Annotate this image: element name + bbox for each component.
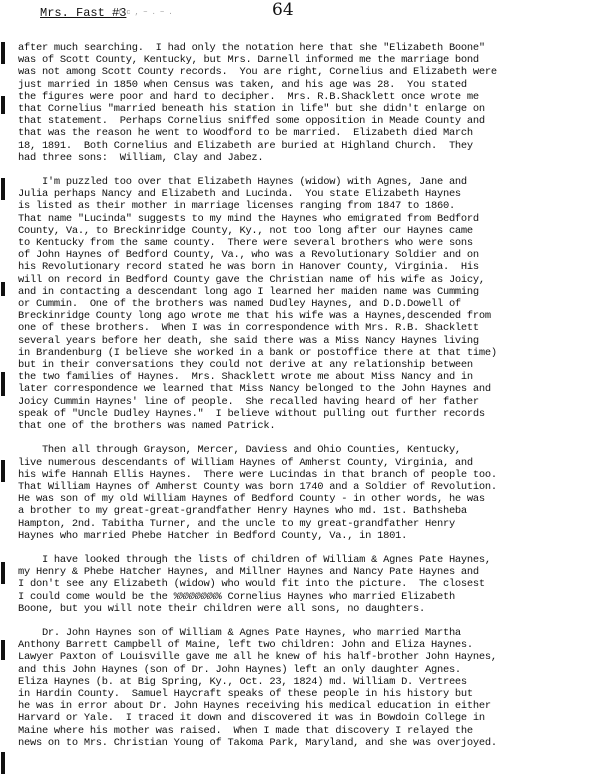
text-line: that was the reason he went to Woodford to be married. Elizabeth died March <box>18 127 473 140</box>
text-line: that statement. Perhaps Cornelius sniffed some opposition in Meade County and <box>18 115 485 128</box>
text-line: the figures were poor and hard to decipher. Mrs. R.B.Shacklett once wrote me <box>18 90 479 103</box>
text-line: Lawyer Paxton of Louisville gave me all he knew of his half-brother John Haynes, <box>18 651 497 664</box>
text-line: will on record in Bedford County gave the Christian name of his wife as Joicy, <box>18 273 485 286</box>
text-line: That William Haynes of Amherst County was born 1740 and a Soldier of Revolution. <box>18 480 497 493</box>
left-margin-mark <box>1 752 5 774</box>
text-line: to Kentucky from the same county. There were several brothers who were sons <box>18 237 473 250</box>
paragraph <box>18 42 608 164</box>
paragraph <box>18 554 608 615</box>
text-line: the two families of Haynes. Mrs. Shacklett wrote me about Miss Nancy and in <box>18 371 473 384</box>
text-line: news on to Mrs. Christian Young of Takoma Park, Maryland, and she was overjoyed. <box>18 736 497 749</box>
paragraph <box>18 176 608 432</box>
text-line: after much searching. I had only the notation here that she "Elizabeth Boone" <box>18 42 485 54</box>
text-line: Anthony Barrett Campbell of Maine, left two children: John and Eliza Haynes. <box>18 639 473 652</box>
text-line: just married in 1850 when Census was taken, and his age was 28. You stated <box>18 78 467 91</box>
letter-body <box>18 42 608 761</box>
text-line: Then all through Grayson, Mercer, Daviess and Ohio Counties, Kentucky, <box>18 444 461 457</box>
text-line: I could come would be the %%%%%%%% Cornelius Haynes who married Elizabeth <box>18 590 455 603</box>
document-header: Mrs. Fast #3 <box>40 6 127 20</box>
text-line: of John Haynes of Bedford County, Va., who was a Revolutionary Soldier and on <box>18 249 479 262</box>
text-line: County, Va., to Breckinridge County, Ky., not too long after our Haynes came <box>18 224 473 237</box>
left-margin-mark <box>1 562 5 584</box>
paragraph <box>18 627 608 749</box>
text-line: live numerous descendants of William Haynes of Amherst County, Virginia, and <box>18 456 473 469</box>
page-number: 64 <box>272 0 294 20</box>
text-line: I have looked through the lists of children of William & Agnes Pate Haynes, <box>18 553 491 566</box>
text-line: had three sons: William, Clay and Jabez. <box>18 151 264 164</box>
paragraph <box>18 444 608 542</box>
text-line: speak of "Uncle Dudley Haynes." I believe without pulling out further records <box>18 407 485 420</box>
text-line: was not among Scott County records. You are right, Cornelius and Elizabeth were <box>18 66 497 79</box>
text-line: and this John Haynes (son of Dr. John Haynes) left an only daughter Agnes. <box>18 663 461 676</box>
text-line: Boone, but you will note their children were all sons, no daughters. <box>18 602 426 615</box>
left-margin-mark <box>1 372 5 396</box>
text-line: Julia perhaps Nancy and Elizabeth and Lucinda. You state Elizabeth Haynes <box>18 188 461 201</box>
text-line: is listed as their mother in marriage licenses ranging from 1847 to 1860. <box>18 200 455 213</box>
text-line: Breckinridge County long ago wrote me that his wife was a Haynes,descended from <box>18 310 491 323</box>
left-margin-mark <box>1 178 5 200</box>
text-line: Eliza Haynes (b. at Big Spring, Ky., Oct. 23, 1824) md. William D. Vertrees <box>18 675 467 688</box>
header-smudge: f c , ~ . ~ . <box>118 9 173 17</box>
text-line: and in contacting a descendant long ago I learned her maiden name was Cumming <box>18 285 479 298</box>
text-line: in Hardin County. Samuel Haycraft speaks of these people in his history but <box>18 687 473 700</box>
text-line: he was in error about Dr. John Haynes receiving his medical education in either <box>18 700 491 713</box>
text-line: He was son of my old William Haynes of Bedford County - in other words, he was <box>18 493 485 506</box>
text-line: in Brandenburg (I believe she worked in a bank or postoffice there at that time) <box>18 346 497 359</box>
text-line: Hampton, 2nd. Tabitha Turner, and the uncle to my great-grandfather Henry <box>18 517 455 530</box>
text-line: a brother to my great-great-grandfather Henry Haynes who md. 1st. Bathsheba <box>18 505 467 518</box>
text-line: 18, 1891. Both Cornelius and Elizabeth are buried at Highland Church. They <box>18 139 473 152</box>
text-line: but in their conversations they could not derive at any relationship between <box>18 359 473 372</box>
left-margin-mark <box>1 282 5 296</box>
text-line: that one of the brothers was named Patrick. <box>18 420 276 433</box>
left-margin-mark <box>1 640 5 660</box>
text-line: Maine where his mother was raised. When I made that discovery I relayed the <box>18 724 473 737</box>
text-line: several years before her death, she said there was a Miss Nancy Haynes living <box>18 334 479 347</box>
text-line: I don't see any Elizabeth (widow) who would fit into the picture. The closest <box>18 578 485 591</box>
text-line: his wife Hannah Ellis Haynes. There were Lucindas in that branch of people too. <box>18 468 497 481</box>
text-line: That name "Lucinda" suggests to my mind the Haynes who emigrated from Bedford <box>18 212 479 225</box>
text-line: my Henry & Phebe Hatcher Haynes, and Millner Haynes and Nancy Pate Haynes and <box>18 566 479 579</box>
text-line: one of these brothers. When I was in correspondence with Mrs. R.B. Shacklett <box>18 322 479 335</box>
left-margin-mark <box>1 460 5 482</box>
text-line: Haynes who married Phebe Hatcher in Bedford County, Va., in 1801. <box>18 529 408 542</box>
text-line: later correspondence we learned that Miss Nancy belonged to the John Haynes and <box>18 383 491 396</box>
text-line: Harvard or Yale. I traced it down and discovered it was in Bowdoin College in <box>18 712 485 725</box>
text-line: or Cummin. One of the brothers was named Dudley Haynes, and D.D.Dowell of <box>18 298 461 311</box>
text-line: Dr. John Haynes son of William & Agnes Pate Haynes, who married Martha <box>18 626 461 639</box>
text-line: I'm puzzled too over that Elizabeth Haynes (widow) with Agnes, Jane and <box>18 176 467 189</box>
text-line: was of Scott County, Kentucky, but Mrs. Darnell informed me the marriage bond <box>18 54 479 67</box>
text-line: Joicy Cummin Haynes' line of people. She recalled having heard of her father <box>18 395 479 408</box>
text-line: that Cornelius "married beneath his station in life" but she didn't enlarge on <box>18 103 485 116</box>
left-margin-mark <box>1 42 5 64</box>
left-margin-mark <box>1 96 5 114</box>
text-line: his Revolutionary record stated he was born in Hanover County, Virginia. His <box>18 261 479 274</box>
